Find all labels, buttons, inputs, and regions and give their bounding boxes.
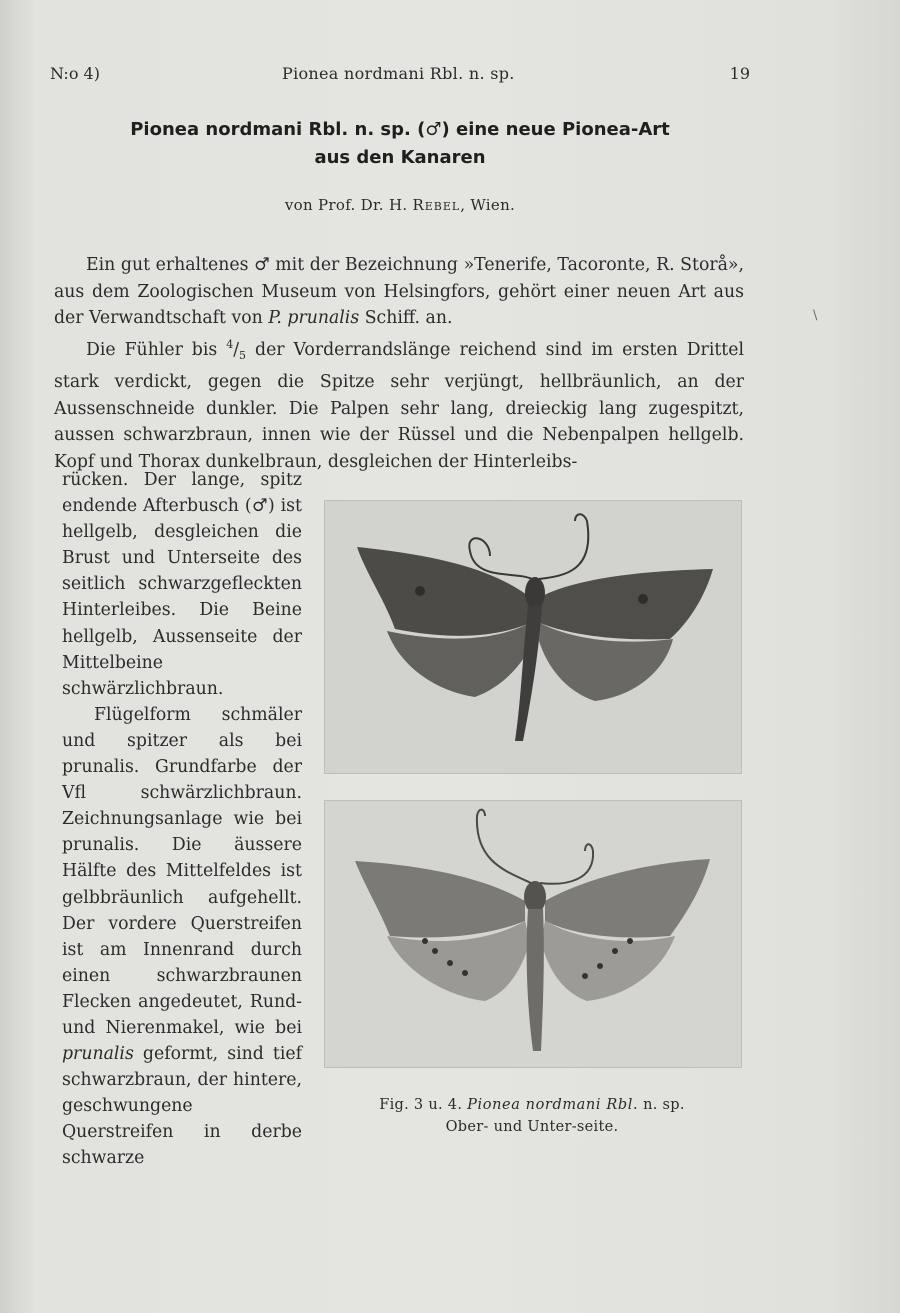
narrow-species-name: prunalis [62, 1044, 134, 1065]
page-number: 19 [729, 64, 750, 83]
author-suffix: , Wien. [460, 196, 516, 214]
moth-photo-upperside [324, 500, 742, 774]
narrow-paragraph-1: rücken. Der lange, spitz endende Afterbusch (♂) ist hellgelb, desgleichen die Brust und Unterseite des seitlich schwarzgefleckten Hinterleibes. Die Beine hellgelb, Aussenseite der Mittelbeine schwärzlichbraun. [62, 470, 302, 699]
caption-species: Pionea nordmani Rbl. [467, 1097, 639, 1113]
narrow-column-text [62, 467, 302, 1172]
author-name: Rebel [412, 196, 461, 214]
title-line-1: Pionea nordmani Rbl. n. sp. (♂) eine neue Pionea-Art [130, 119, 670, 140]
paragraph-1-end: Schiff. an. [364, 308, 453, 328]
fraction-denominator: 5 [239, 348, 247, 362]
narrow-paragraph-2-text: Flügelform schmäler und spitzer als bei prunalis. Grundfarbe der Vfl schwärzlichbraun. Zeichnungsanlage wie bei prunalis. Die äussere Hälfte des Mittelfeldes ist gelbbräunlich aufgehellt. Der vordere Querstreifen ist am Innenrand durch einen schwarzbraunen Flecken angedeutet, Rund- und Nierenmakel, wie bei [62, 704, 302, 1038]
author-line [100, 196, 700, 214]
figure-caption [324, 1094, 740, 1138]
article-title [100, 116, 700, 172]
moth-photo-underside [324, 800, 742, 1068]
issue-number: N:o 4) [50, 64, 100, 83]
species-name: P. prunalis [268, 308, 360, 328]
paragraph-2-start: Die Fühler bis [86, 339, 218, 360]
body-text [54, 252, 744, 475]
fraction-numerator: 4 [226, 337, 234, 351]
caption-line-1 [324, 1094, 740, 1116]
narrow-paragraph-2-end: geformt, sind tief schwarzbraun, der hintere, geschwungene Querstreifen in derbe schwarze [62, 1044, 302, 1169]
paragraph-1-text: Ein gut erhaltenes ♂ mit der Bezeichnung »Tenerife, Tacoronte, R. Storå», aus dem Zoologischen Museum von Helsingfors, gehört einer neuen Art aus der Verwandtschaft von [54, 255, 744, 328]
margin-mark: \ [813, 308, 818, 323]
narrow-paragraph-2 [62, 702, 302, 1172]
moth-upperside-illustration [325, 501, 741, 773]
running-title: Pionea nordmani Rbl. n. sp. [282, 64, 515, 83]
caption-figure-number: Fig. 3 u. 4. [379, 1097, 463, 1113]
paragraph-1 [54, 252, 744, 332]
caption-line-2: Ober- und Unter-seite. [445, 1119, 619, 1135]
caption-suffix: n. sp. [643, 1097, 685, 1113]
paragraph-2-text: der Vorderrandslänge reichend sind im ersten Drittel stark verdickt, gegen die Spitze sehr verjüngt, hellbräunlich, an der Aussenschneide dunkler. Die Palpen sehr lang, dreieckig lang zugespitzt, aussen schwarzbraun, innen wie der Rüssel und die Nebenpalpen hellgelb. Kopf und Thorax dunkelbraun, desgleichen der Hinterleibs- [54, 339, 744, 472]
author-prefix: von Prof. Dr. H. [284, 196, 408, 214]
moth-underside-illustration [325, 801, 741, 1067]
running-head [50, 64, 750, 88]
paragraph-2: Die Fühler bis $^4/_5$ der Vorderrandslänge reichend sind im ersten Drittel stark verdickt, gegen die Spitze sehr verjüngt, hellbräunlich, an der Aussenschneide dunkler. Die Palpen sehr lang, dreieckig lang zugespitzt, aussen schwarzbraun, innen wie der Rüssel und die Nebenpalpen hellgelb. Kopf und Thorax dunkelbraun, desgleichen der Hinterleibs- [54, 337, 744, 472]
title-line-2: aus den Kanaren [314, 147, 486, 168]
